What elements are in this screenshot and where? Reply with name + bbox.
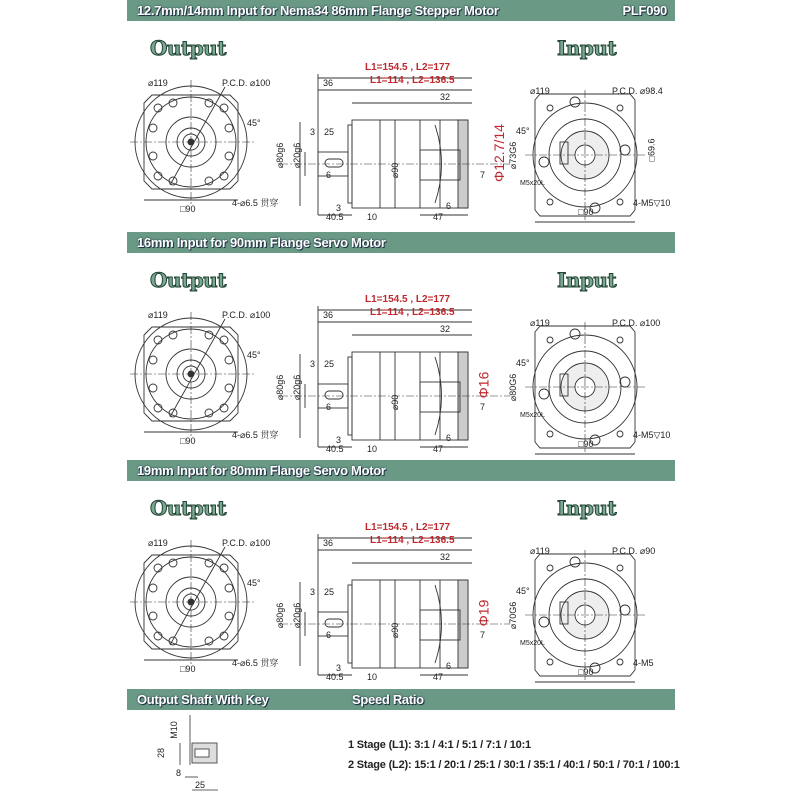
dim-6: 6 [326,170,332,180]
dim-3: 3 [310,359,316,369]
output-title: Output [150,268,226,292]
input-holes-label: 4-M5 [633,658,654,668]
pilot-diameter-label: ⌀73G6 [508,141,519,170]
dim-10: 10 [367,672,378,682]
input-diameter-label: ⌀119 [530,318,550,328]
output-holes-label: 4-⌀6.5 贯穿 [232,198,279,208]
input-pcd-label: P.C.D. ⌀100 [612,318,661,328]
footer-header [127,689,675,710]
output-title: Output [150,496,226,520]
dim-6: 6 [326,402,332,412]
dim-47: 47 [433,672,444,682]
stage1-ratios: 1 Stage (L1): 3:1 / 4:1 / 5:1 / 7:1 / 10:1 [348,739,531,751]
input-title: Input [557,496,617,520]
output-angle-label: 45° [247,578,261,588]
dim-3: 3 [310,127,316,137]
output-pcd-label: P.C.D. ⌀100 [222,538,271,548]
output-diameter-label: ⌀119 [148,78,168,88]
output-holes-label: 4-⌀6.5 贯穿 [232,430,279,440]
output-pcd-label: P.C.D. ⌀100 [222,310,271,320]
dim-7: 7 [480,630,486,640]
shaft-thread-label: M10 [168,721,179,739]
dim-36: 36 [323,78,334,88]
input-spacing-label: □69.6 [646,138,657,162]
input-bore-label: Φ16 [475,371,492,399]
input-screw-label: M5x20L [520,640,545,647]
input-pcd-label: P.C.D. ⌀90 [612,546,656,556]
section-header-text: 16mm Input for 90mm Flange Servo Motor [137,235,386,250]
output-holes-label: 4-⌀6.5 贯穿 [232,658,279,668]
output-square-label: □90 [180,204,196,214]
dim-6b: 6 [446,433,452,443]
dim-7: 7 [480,170,486,180]
input-title: Input [557,36,617,60]
dim-3b: 3 [336,435,342,445]
dim-6b: 6 [446,661,452,671]
section-header [127,460,675,481]
output-diameter-label: ⌀119 [148,538,168,548]
shaft-dim-25: 25 [195,780,206,790]
dim-20g6: ⌀20g6 [292,602,303,629]
input-diameter-label: ⌀119 [530,86,550,96]
input-bore-label: Φ19 [475,599,492,627]
dim-40-5: 40.5 [326,212,344,222]
output-angle-label: 45° [247,350,261,360]
input-bore-label: Φ12.7/14 [490,124,507,182]
dim-90: ⌀90 [390,394,401,411]
input-angle-label: 45° [516,586,530,596]
input-square-label: □90 [578,439,594,449]
input-title: Input [557,268,617,292]
dim-36: 36 [323,310,334,320]
dim-47: 47 [433,444,444,454]
input-angle-label: 45° [516,126,530,136]
dim-3b: 3 [336,203,342,213]
input-square-label: □90 [578,207,594,217]
input-square-label: □90 [578,667,594,677]
section-header-text: 12.7mm/14mm Input for Nema34 86mm Flange Stepper Motor [137,3,499,18]
total-length-label: L1=154.5 , L2=177 [365,522,451,533]
dim-25: 25 [324,587,335,597]
input-screw-label: M5x20L [520,180,545,187]
dim-6b: 6 [446,201,452,211]
dim-80g6: ⌀80g6 [275,142,286,169]
dim-90: ⌀90 [390,162,401,179]
dim-10: 10 [367,212,378,222]
dim-25: 25 [324,359,335,369]
dim-32: 32 [440,92,451,102]
input-holes-label: 4-M5▽10 [633,430,671,440]
pilot-diameter-label: ⌀80G6 [508,373,519,402]
input-screw-label: M5x20L [520,412,545,419]
output-square-label: □90 [180,664,196,674]
dim-36: 36 [323,538,334,548]
dim-10: 10 [367,444,378,454]
input-pcd-label: P.C.D. ⌀98.4 [612,86,663,96]
dim-32: 32 [440,552,451,562]
ratio-header: Speed Ratio [352,692,424,707]
body-length-label: L1=114 , L2=136.5 [370,535,455,546]
dim-20g6: ⌀20g6 [292,374,303,401]
pilot-diameter-label: ⌀70G6 [508,601,519,630]
shaft-header: Output Shaft With Key [137,692,269,707]
shaft-dim-8: 8 [176,768,182,778]
input-angle-label: 45° [516,358,530,368]
side-view-drawing [280,70,520,230]
output-pcd-label: P.C.D. ⌀100 [222,78,271,88]
dim-80g6: ⌀80g6 [275,602,286,629]
model-label: PLF090 [622,3,667,18]
body-length-label: L1=114 , L2=136.5 [370,307,455,318]
dim-3b: 3 [336,663,342,673]
dim-47: 47 [433,212,444,222]
dim-3: 3 [310,587,316,597]
output-angle-label: 45° [247,118,261,128]
total-length-label: L1=154.5 , L2=177 [365,294,451,305]
stage2-ratios: 2 Stage (L2): 15:1 / 20:1 / 25:1 / 30:1 / 35:1 / 40:1 / 50:1 / 70:1 / 100:1 [348,759,680,771]
section-header [127,232,675,253]
dim-40-5: 40.5 [326,444,344,454]
shaft-dim-28: 28 [156,747,167,759]
dim-20g6: ⌀20g6 [292,142,303,169]
section-header-text: 19mm Input for 80mm Flange Servo Motor [137,463,386,478]
dim-90: ⌀90 [390,622,401,639]
dim-32: 32 [440,324,451,334]
output-diameter-label: ⌀119 [148,310,168,320]
output-square-label: □90 [180,436,196,446]
dim-6: 6 [326,630,332,640]
section-header [127,0,675,21]
output-title: Output [150,36,226,60]
input-holes-label: 4-M5▽10 [633,198,671,208]
body-length-label: L1=114 , L2=136.5 [370,75,455,86]
total-length-label: L1=154.5 , L2=177 [365,62,451,73]
input-diameter-label: ⌀119 [530,546,550,556]
dim-25: 25 [324,127,335,137]
dim-80g6: ⌀80g6 [275,374,286,401]
dim-40-5: 40.5 [326,672,344,682]
dim-7: 7 [480,402,486,412]
